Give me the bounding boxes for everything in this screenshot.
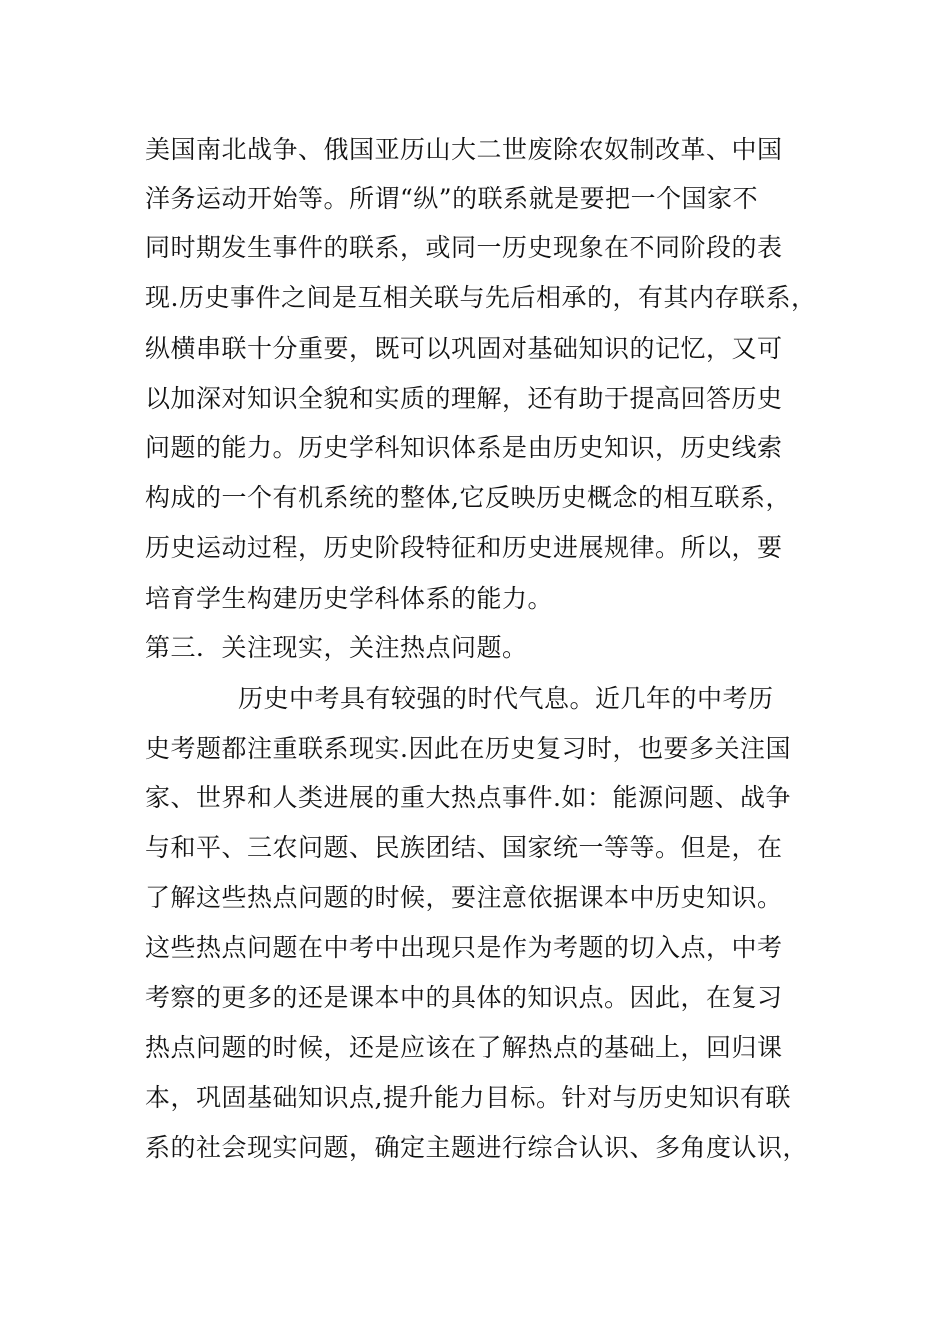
paragraph-line: 家、世界和人类进展的重大热点事件.如：能源问题、战争 <box>145 783 791 812</box>
paragraph-line: 纵横串联十分重要，既可以巩固对基础知识的记忆，又可 <box>145 334 783 363</box>
paragraph-line: 热点问题的时候，还是应该在了解热点的基础上，回归课 <box>145 1033 783 1062</box>
paragraph-line: 培育学生构建历史学科体系的能力。 <box>145 584 554 613</box>
paragraph-line: 现.历史事件之间是互相关联与先后相承的，有其内存联系， <box>145 283 817 312</box>
paragraph-line: 历史运动过程，历史阶段特征和历史进展规律。所以，要 <box>145 533 783 562</box>
paragraph-line: 美国南北战争、俄国亚历山大二世废除农奴制改革、中国 <box>145 135 783 164</box>
paragraph-line: 这些热点问题在中考中出现只是作为考题的切入点，中考 <box>145 933 783 962</box>
paragraph-line: 构成的一个有机系统的整体,它反映历史概念的相互联系， <box>145 483 791 512</box>
paragraph-line: 史考题都注重联系现实.因此在历史复习时，也要多关注国 <box>145 734 791 763</box>
paragraph-line: 以加深对知识全貌和实质的理解，还有助于提高回答历史 <box>145 384 783 413</box>
paragraph-line: 同时期发生事件的联系，或同一历史现象在不同阶段的表 <box>145 233 783 262</box>
section-heading: 第三．关注现实，关注热点问题。 <box>145 633 528 662</box>
paragraph-line: 洋务运动开始等。所谓“纵”的联系就是要把一个国家不 <box>145 184 759 213</box>
paragraph-line: 本，巩固基础知识点,提升能力目标。针对与历史知识有联 <box>145 1083 791 1112</box>
paragraph-line: 与和平、三农问题、民族团结、国家统一等等。但是，在 <box>145 833 783 862</box>
paragraph-line: 问题的能力。历史学科知识体系是由历史知识，历史线索 <box>145 433 783 462</box>
paragraph-line: 了解这些热点问题的时候，要注意依据课本中历史知识。 <box>145 883 783 912</box>
paragraph-line: 系的社会现实问题，确定主题进行综合认识、多角度认识， <box>145 1133 809 1162</box>
paragraph-line: 考察的更多的还是课本中的具体的知识点。因此，在复习 <box>145 983 783 1012</box>
paragraph-line: 历史中考具有较强的时代气息。近几年的中考历 <box>238 684 774 713</box>
